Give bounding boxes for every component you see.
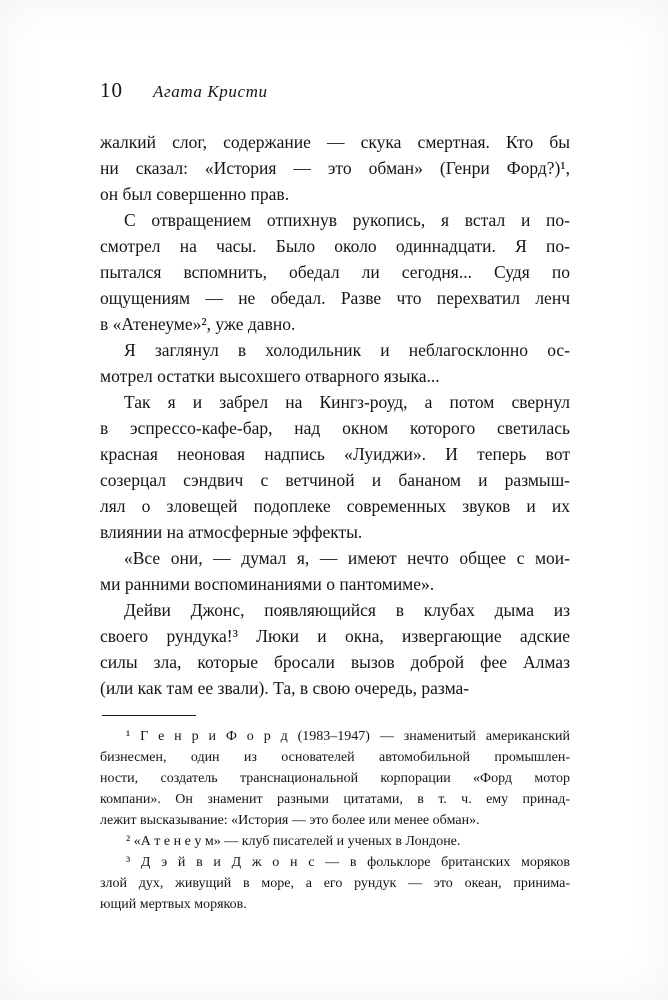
body-line: ощущениям — не обедал. Разве что перехватил ленч [100, 288, 570, 308]
body-line: Дейви Джонс, появляющийся в клубах дыма из [124, 600, 570, 620]
footnote-line: компани». Он знаменит разными цитатами, в т. ч. ему принад- [100, 792, 570, 807]
footnote-line: лежит высказывание: «История — это более или менее обман». [100, 813, 480, 828]
page-number: 10 [100, 78, 123, 102]
footnote-separator [102, 715, 196, 716]
footnote-line: ющий мертвых моряков. [100, 897, 247, 912]
body-text [100, 129, 570, 701]
page-header [100, 78, 570, 103]
running-title: Агата Кристи [153, 82, 268, 101]
body-line: силы зла, которые бросали вызов доброй фее Алмаз [100, 652, 570, 672]
body-line: своего рундука!³ Люки и окна, извергающие адские [100, 626, 570, 646]
body-line: смотрел на часы. Было около одиннадцати. Я по- [100, 236, 570, 256]
body-line: (или как там ее звали). Та, в свою очередь, разма- [100, 678, 470, 698]
footnote-line: злой дух, живущий в море, а его рундук — это океан, принима- [100, 876, 570, 891]
body-line: ми ранними воспоминаниями о пантомиме». [100, 574, 435, 594]
body-line: в «Атенеуме»², уже давно. [100, 314, 296, 334]
footnote-line: ² «А т е н е у м» — клуб писателей и ученых в Лондоне. [126, 834, 461, 849]
body-line: «Все они, — думал я, — имеют нечто общее с мои- [124, 548, 570, 568]
footnote-line: ³ Д э й в и Д ж о н с — в фольклоре британских моряков [126, 855, 570, 870]
body-line: созерцал сэндвич с ветчиной и бананом и размыш- [100, 470, 570, 490]
body-line: мотрел остатки высохшего отварного языка... [100, 366, 440, 386]
body-line: Я заглянул в холодильник и неблагосклонно ос- [124, 340, 570, 360]
footnote-line: ¹ Г е н р и Ф о р д (1983–1947) — знаменитый американский [126, 729, 570, 744]
page-content [100, 78, 570, 915]
body-line: лял о зловещей подоплеке современных звуков и их [100, 496, 570, 516]
body-line: он был совершенно прав. [100, 184, 290, 204]
body-line: красная неоновая надпись «Луиджи». И теперь вот [100, 444, 570, 464]
body-line: ни сказал: «История — это обман» (Генри Форд?)¹, [100, 158, 570, 178]
body-line: в эспрессо-кафе-бар, над окном которого светилась [100, 418, 570, 438]
body-line: жалкий слог, содержание — скука смертная. Кто бы [100, 132, 570, 152]
body-line: пытался вспомнить, обедал ли сегодня... Судя по [100, 262, 570, 282]
footnotes [100, 726, 570, 915]
body-line: влиянии на атмосферные эффекты. [100, 522, 363, 542]
footnote-line: бизнесмен, один из основателей автомобильной промышлен- [100, 750, 570, 765]
body-line: Так я и забрел на Кингз-роуд, а потом свернул [124, 392, 570, 412]
footnote-line: ности, создатель транснациональной корпорации «Форд мотор [100, 771, 570, 786]
body-line: С отвращением отпихнув рукопись, я встал и по- [124, 210, 570, 230]
